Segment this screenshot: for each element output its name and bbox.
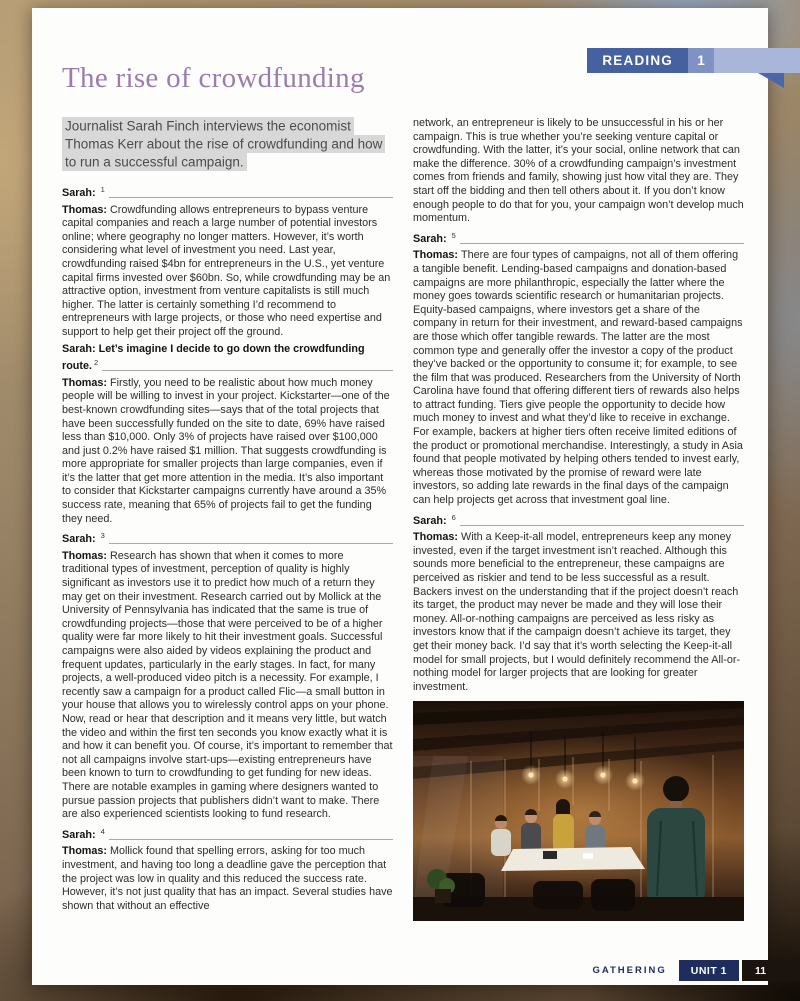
gap-number: 4 bbox=[100, 826, 105, 836]
speaker-label: Sarah: bbox=[62, 342, 96, 355]
page-title: The rise of crowdfunding bbox=[62, 62, 365, 94]
dialogue-text: Research has shown that when it comes to more traditional types of investment, perception of quality is highly significant as investors use it to predict how much of a return they may get on their investment. Research carried out by Mollick at the University of Pennsylvania has indicated that the same is true of crowdfunding projects—those that were perceived to be of a higher quality were far more likely to hit their investment goals. Successful campaigns were also aided by videos explaining the product and frequent updates, particularly in the early stages. In fact, for many projects, a well-produced video pitch is a necessity. For example, I recently saw a campaign for a product called Flic—a small button in your house that allows you to wirelessly control apps on your phone. Now, read or hear that description and it means very little, but watch the video and within the first ten seconds you know exactly what it is and how it can benefit you. Of course, it’s important to remember that not all campaigns involve start-ups—existing entrepreneurs have been known to turn to crowdfunding to get funding for new ideas. There are notable examples in gaming where designers wanted to pursue passion projects that publishers didn’t want to make. There are also experienced scientists looking to fund research. bbox=[62, 549, 393, 821]
gap-number: 3 bbox=[100, 531, 105, 541]
dialogue-turn-sarah-2 bbox=[62, 343, 393, 374]
speaker-label: Thomas: bbox=[62, 203, 107, 216]
page-number: 11 bbox=[742, 960, 800, 981]
left-column bbox=[62, 117, 393, 921]
two-column-layout bbox=[62, 117, 744, 921]
speaker-label: Sarah: bbox=[413, 232, 447, 245]
textbook-page bbox=[32, 8, 768, 985]
speaker-label: Sarah: bbox=[413, 514, 447, 527]
intro-highlight: Journalist Sarah Finch interviews the economist Thomas Kerr about the rise of crowdfunding and how to run a successful campaign. bbox=[62, 117, 385, 171]
dialogue-text: Crowdfunding allows entrepreneurs to bypass venture capital companies and reach a large number of potential investors online; where geography no longer matters. However, it’s worth considering what level of investment you need. Last year, crowdfunding raised $4bn for entrepreneurs in the U.S., yet venture capital firms invested over $60bn. So, while crowdfunding may be an attractive option, investment from venture capitalists is still much higher. The latter is certainly something I’d recommend to entrepreneurs with large projects, or those who need expertise and support to help get their project off the ground. bbox=[62, 203, 391, 338]
reading-badge-number: 1 bbox=[688, 48, 714, 73]
answer-blank-line bbox=[102, 361, 393, 371]
dialogue-turn-thomas bbox=[62, 377, 393, 527]
dialogue-turn-sarah-5 bbox=[413, 229, 744, 247]
dialogue-text: Firstly, you need to be realistic about how much money people will be willing to invest in your project. Kickstarter—one of the best-known crowdfunding sites—says that of the total projects that have been successfully funded on the site to date, 69% have raised less than $10,000. Only 3% of projects have raised over $100,000 and just 0.2% have raised $1 million. That suggests crowdfunding is more appropriate for smaller projects than large companies, even if it’s the latter that get more attention in the media. It’s also important to consider that Kickstarter campaigns currently have around a 35% success rate, meaning that 65% of projects fail to get the funding they need. bbox=[62, 376, 390, 525]
dialogue-turn-thomas bbox=[62, 204, 393, 340]
dialogue-turn-thomas bbox=[413, 249, 744, 507]
intro-text bbox=[62, 117, 393, 171]
reading-badge-label: READING bbox=[587, 48, 688, 73]
answer-blank-line bbox=[460, 516, 744, 526]
page-footer bbox=[592, 960, 800, 981]
answer-blank-line bbox=[109, 830, 393, 840]
speaker-label: Thomas: bbox=[413, 531, 458, 544]
gap-number: 6 bbox=[451, 512, 456, 522]
gap-number: 2 bbox=[94, 358, 99, 368]
dialogue-text: There are four types of campaigns, not all of them offering a tangible benefit. Lending-based campaigns and donation-based campaigns are more philanthropic, especially the latter where the money goes towards scientific research or humanitarian projects. Equity-based campaigns, where investors get a share of the company in return for their investment, and reward-based campaigns are those which offer tangible rewards. The latter are the most common type and generally offer the investor a copy of the product they’ve backed or the opportunity to consume it; for example, to see the film that was produced. Researchers from the University of North Carolina have found that offering different tiers of rewards also helps to attract funding. Tiers give people the opportunity to decide how much money to invest and what they’d like to receive in exchange. For example, backers at higher tiers often receive limited editions of the product or promotional merchandise. Interestingly, a study in Asia found that people motivated by helping others tended to invest early, whereas those motivated by the promise of reward were late investors, so adding late rewards in the final days of the campaign can help projects get across that investment goal line. bbox=[413, 249, 743, 507]
reading-badge-ribbon-tail bbox=[714, 48, 800, 73]
answer-blank-line bbox=[109, 188, 393, 198]
speaker-label: Thomas: bbox=[413, 249, 458, 262]
speaker-label: Thomas: bbox=[62, 549, 107, 562]
dialogue-text: Mollick found that spelling errors, asking for too much investment, and having too long a deadline gave the perception that the project was low in quality and this reduced the success rate. However, it’s not just quality that has an impact. Several studies have shown that without an effective bbox=[62, 845, 393, 912]
answer-blank-line bbox=[109, 534, 393, 544]
dialogue-turn-thomas-continued bbox=[413, 117, 744, 226]
answer-blank-line bbox=[460, 234, 744, 244]
reading-badge bbox=[587, 48, 800, 73]
office-meeting-photo-illustration bbox=[413, 701, 744, 921]
speaker-label: Sarah: bbox=[62, 187, 96, 199]
unit-title: GATHERING bbox=[592, 965, 667, 976]
dialogue-turn-sarah-6 bbox=[413, 511, 744, 529]
dialogue-text: Let’s imagine I decide to go down the crowdfunding route. bbox=[62, 342, 365, 373]
speaker-label: Sarah: bbox=[62, 533, 96, 546]
unit-badge: UNIT 1 bbox=[679, 960, 739, 981]
speaker-label: Thomas: bbox=[62, 845, 107, 858]
speaker-label: Sarah: bbox=[62, 828, 96, 841]
dialogue-text: network, an entrepreneur is likely to be unsuccessful in his or her campaign. This is true whether you’re seeking venture capital or crowdfunding. With the latter, it’s your social, online network that can make the difference. 30% of a crowdfunding campaign’s investment comes from friends and family, showing just how vital they are. They start off the bidding and then tell others about it. If you don’t know enough people to do that for you, your campaign won’t develop much momentum. bbox=[413, 117, 744, 225]
dialogue-turn-thomas bbox=[62, 550, 393, 822]
gap-number: 1 bbox=[100, 185, 105, 194]
right-column bbox=[413, 117, 744, 921]
dialogue-turn-thomas bbox=[413, 531, 744, 694]
reading-badge-ribbon-fold bbox=[758, 73, 784, 88]
speaker-label: Thomas: bbox=[62, 376, 107, 389]
dialogue-text: With a Keep-it-all model, entrepreneurs keep any money invested, even if the target investment isn’t reached. Although this sounds more beneficial to the entrepreneur, these campaigns are perceived as riskier and tend to be less successful as a result. Backers invest on the understanding that if the project doesn’t reach its target, the product may never be made and they will lose their money. All-or-nothing campaigns are perceived as less risky as investors know that if the campaign doesn’t achieve its target, they get their money back. I’d say that it’s worth selecting the Keep-it-all model for small projects, but I would definitely recommend the All-or-nothing model for larger projects that are looking for greater investment. bbox=[413, 531, 741, 693]
dialogue-turn-sarah-1 bbox=[62, 183, 393, 201]
office-meeting-photo bbox=[413, 701, 744, 921]
gap-number: 5 bbox=[451, 230, 456, 240]
dialogue-turn-thomas bbox=[62, 845, 393, 913]
dialogue-turn-sarah-4 bbox=[62, 825, 393, 843]
dialogue-turn-sarah-3 bbox=[62, 529, 393, 547]
